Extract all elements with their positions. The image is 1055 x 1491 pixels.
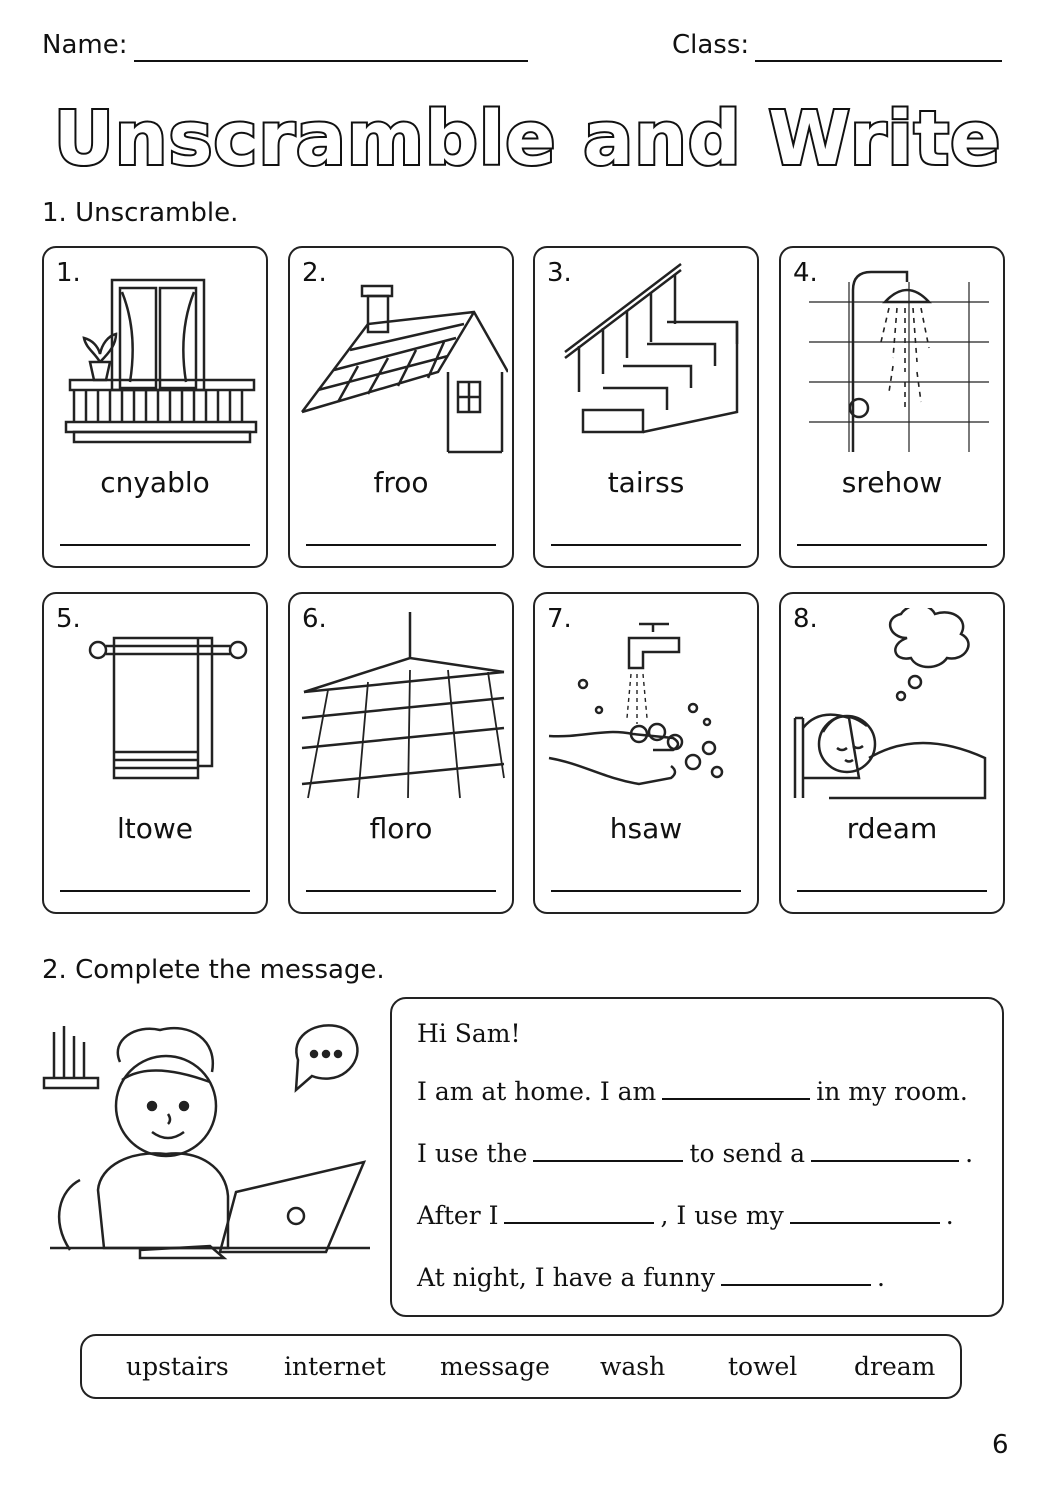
message-blank[interactable]: [811, 1142, 959, 1162]
card-1: [42, 246, 268, 568]
message-line-1: [417, 1077, 968, 1106]
scrambled-word: tairss: [607, 466, 685, 499]
word-bank: [80, 1334, 962, 1399]
message-text: .: [945, 1201, 954, 1230]
card-number: 4.: [793, 258, 818, 288]
answer-line[interactable]: [797, 544, 987, 546]
message-text: to send a: [689, 1139, 806, 1168]
message-blank[interactable]: [662, 1080, 810, 1100]
scrambled-word: cnyablo: [100, 466, 210, 499]
message-text: .: [876, 1263, 885, 1292]
shower-icon: [789, 262, 999, 458]
card-4: [779, 246, 1005, 568]
message-line-3: [417, 1201, 954, 1230]
word-bank-item: message: [440, 1352, 550, 1381]
answer-line[interactable]: [60, 890, 250, 892]
answer-line[interactable]: [551, 544, 741, 546]
message-text: .: [965, 1139, 974, 1168]
class-label: Class:: [672, 30, 750, 60]
card-number: 8.: [793, 604, 818, 634]
word-bank-item: towel: [728, 1352, 798, 1381]
message-text: I use the: [417, 1139, 528, 1168]
message-text: , I use my: [660, 1201, 784, 1230]
message-line-4: [417, 1263, 885, 1292]
boy-with-laptop-icon: [40, 1020, 375, 1285]
scrambled-word: floro: [369, 812, 433, 845]
word-bank-item: upstairs: [126, 1352, 229, 1381]
balcony-icon: [52, 262, 262, 458]
message-greeting: Hi Sam!: [417, 1019, 521, 1048]
word-bank-item: dream: [854, 1352, 936, 1381]
scrambled-word: ltowe: [116, 812, 193, 845]
page-title: Unscramble and Write: [53, 96, 1002, 182]
scrambled-word: froo: [373, 466, 429, 499]
answer-line[interactable]: [306, 890, 496, 892]
floor-icon: [298, 608, 508, 804]
message-blank[interactable]: [790, 1204, 940, 1224]
roof-icon: [298, 262, 508, 458]
page-number: 6: [992, 1430, 1009, 1460]
message-text: I am at home. I am: [417, 1077, 657, 1106]
scrambled-word: srehow: [841, 466, 943, 499]
answer-line[interactable]: [60, 544, 250, 546]
card-number: 7.: [547, 604, 572, 634]
message-box: [390, 997, 1004, 1317]
word-bank-item: wash: [600, 1352, 666, 1381]
card-number: 6.: [302, 604, 327, 634]
message-blank[interactable]: [504, 1204, 654, 1224]
card-5: [42, 592, 268, 914]
message-blank[interactable]: [533, 1142, 683, 1162]
answer-line[interactable]: [797, 890, 987, 892]
section1-heading: 1. Unscramble.: [42, 198, 239, 228]
card-number: 2.: [302, 258, 327, 288]
stairs-icon: [543, 262, 753, 458]
card-8: [779, 592, 1005, 914]
card-number: 1.: [56, 258, 81, 288]
message-text: in my room.: [816, 1077, 968, 1106]
name-label: Name:: [42, 30, 128, 60]
scrambled-word: hsaw: [609, 812, 683, 845]
answer-line[interactable]: [551, 890, 741, 892]
name-field[interactable]: [134, 60, 528, 62]
message-text: After I: [417, 1201, 499, 1230]
card-3: [533, 246, 759, 568]
scrambled-word: rdeam: [846, 812, 938, 845]
sleeping-boy-icon: [789, 608, 999, 804]
answer-line[interactable]: [306, 544, 496, 546]
card-number: 5.: [56, 604, 81, 634]
card-6: [288, 592, 514, 914]
word-bank-item: internet: [284, 1352, 386, 1381]
message-blank[interactable]: [721, 1266, 871, 1286]
message-text: At night, I have a funny: [417, 1263, 715, 1292]
card-7: [533, 592, 759, 914]
message-line-2: [417, 1139, 973, 1168]
class-field[interactable]: [755, 60, 1002, 62]
towel-icon: [52, 608, 262, 804]
section2-heading: 2. Complete the message.: [42, 955, 385, 985]
card-2: [288, 246, 514, 568]
wash-hands-icon: [543, 608, 753, 804]
card-number: 3.: [547, 258, 572, 288]
